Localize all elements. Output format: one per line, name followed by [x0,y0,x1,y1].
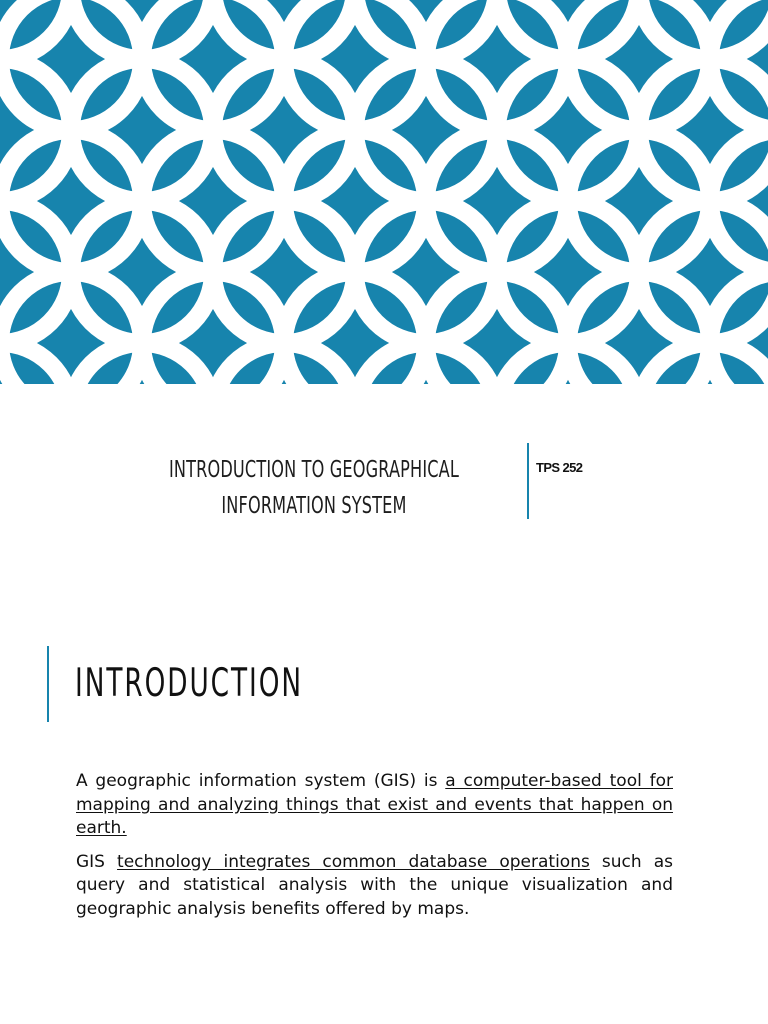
paragraph-2-text-end: such as query and statistical analysis with the unique visualization and geographic analysis benefits offered by maps. [76,851,673,919]
paragraph-gis-definition [76,770,673,841]
decorative-pattern-banner [0,0,768,384]
section-accent-bar [47,646,49,722]
slide-title-line-1: INTRODUCTION TO GEOGRAPHICAL [168,457,460,483]
body-text [76,770,673,931]
paragraph-1-underlined-text: a computer-based tool for mapping and analyzing things that exist and events that happen on earth. [76,771,673,838]
paragraph-1-text-start: A geographic information system (GIS) is [76,771,446,791]
paragraph-2-underlined-text: technology integrates common database operations [117,851,590,872]
section-heading: INTRODUCTION [75,661,304,706]
slide-title-line-2: INFORMATION SYSTEM [221,493,407,519]
slide-title [163,452,466,524]
title-divider-line [527,443,529,519]
paragraph-2-text-start: GIS [76,851,118,872]
paragraph-gis-technology [76,851,673,922]
course-code-subtitle: TPS 252 [536,460,583,475]
circle-lattice-pattern [0,0,768,384]
